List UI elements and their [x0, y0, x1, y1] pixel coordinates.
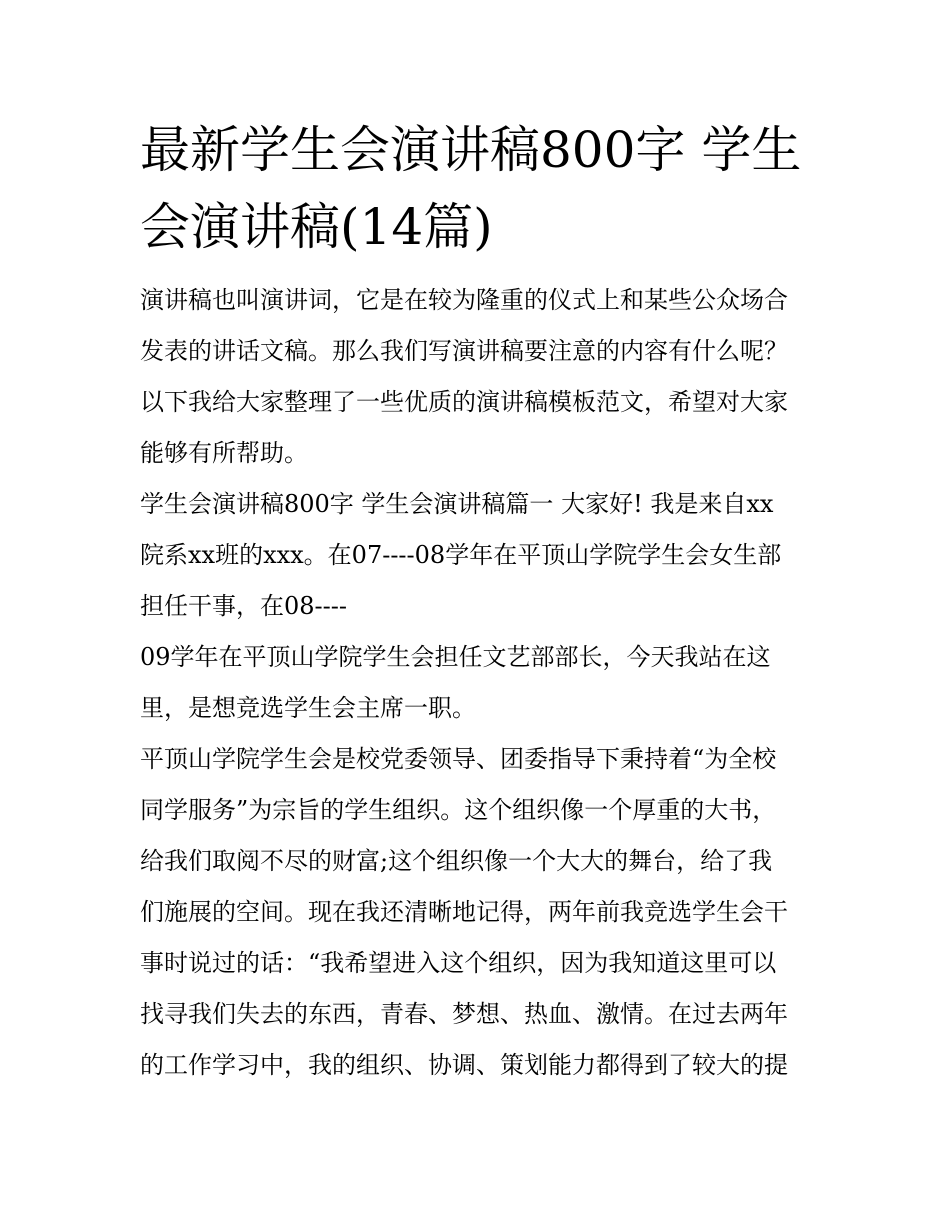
- title-line-2: 会演讲稿(14篇): [140, 198, 493, 256]
- text-line-16: 的工作学习中，我的组织、协调、策划能力都得到了较大的提: [140, 1051, 788, 1079]
- text-line-9: 里，是想竞选学生会主席一职。: [140, 694, 476, 722]
- text-line-13: 们施展的空间。现在我还清晰地记得，两年前我竞选学生会干: [140, 898, 788, 926]
- document-title: [140, 112, 820, 266]
- text-line-6: 院系xx班的xxx。在07----08学年在平顶山学院学生会女生部: [140, 541, 782, 569]
- text-line-4: 能够有所帮助。: [140, 439, 308, 467]
- text-line-1: 演讲稿也叫演讲词，它是在较为隆重的仪式上和某些公众场合: [140, 286, 788, 314]
- text-line-5: 学生会演讲稿800字 学生会演讲稿篇一 大家好! 我是来自xx: [140, 490, 774, 518]
- text-line-15: 找寻我们失去的东西，青春、梦想、热血、激情。在过去两年: [140, 1000, 788, 1028]
- text-line-8: 09学年在平顶山学院学生会担任文艺部部长，今天我站在这: [140, 643, 771, 671]
- text-line-10: 平顶山学院学生会是校党委领导、团委指导下秉持着“为全校: [140, 745, 777, 773]
- text-line-3: 以下我给大家整理了一些优质的演讲稿模板范文，希望对大家: [140, 388, 788, 416]
- text-line-2: 发表的讲话文稿。那么我们写演讲稿要注意的内容有什么呢？: [140, 337, 788, 365]
- text-line-14: 事时说过的话：“我希望进入这个组织，因为我知道这里可以: [140, 949, 777, 977]
- text-line-11: 同学服务”为宗旨的学生组织。这个组织像一个厚重的大书，: [140, 796, 777, 824]
- text-line-7: 担任干事，在08----: [140, 592, 347, 620]
- title-line-1: 最新学生会演讲稿800字 学生: [140, 121, 802, 179]
- text-line-12: 给我们取阅不尽的财富;这个组织像一个大大的舞台，给了我: [140, 847, 773, 875]
